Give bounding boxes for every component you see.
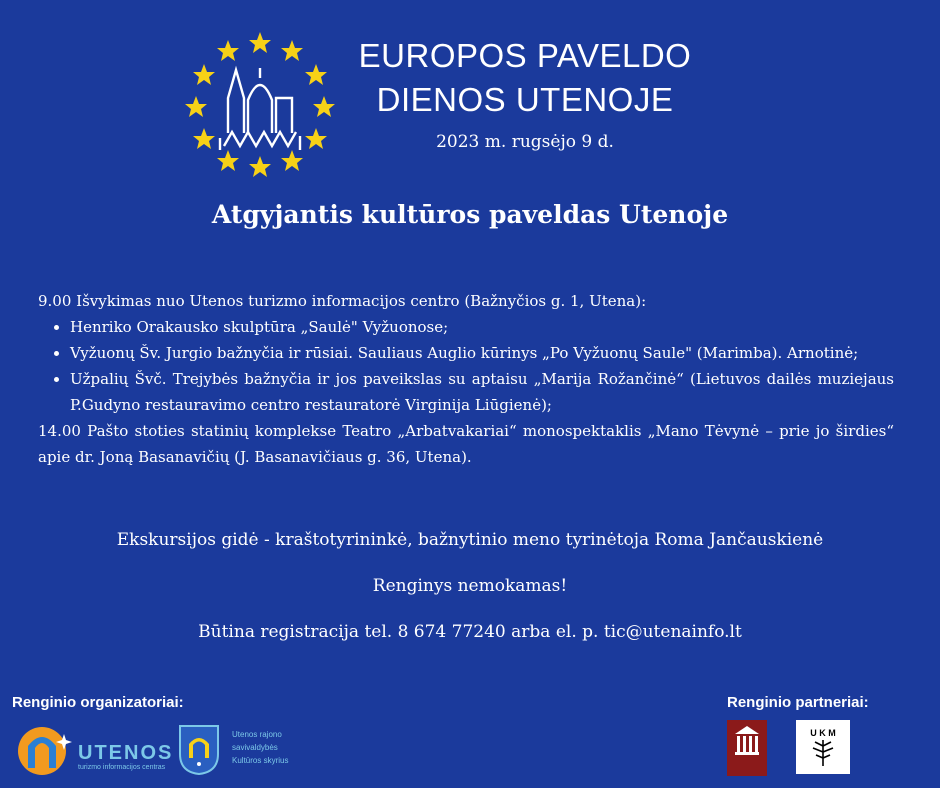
utenos-logo-subtext: turizmo informacijos centras <box>78 764 166 771</box>
program-section <box>38 288 894 470</box>
culture-department-logo <box>232 728 288 767</box>
utenos-logo-text: UTENOS <box>78 742 174 764</box>
program-item: • Vyžuonų Šv. Jurgio bažnyčia ir rūsiai. Sauliaus Auglio kūrinys „Po Vyžuonų Saule" (Marimba). Arnotinė; <box>70 340 894 366</box>
free-admission-note: Renginys nemokamas! <box>372 576 568 596</box>
program-item: • Henriko Orakausko skulptūra „Saulė" Vyžuonose; <box>70 314 894 340</box>
ukm-logo-text: U K M <box>810 728 836 738</box>
culture-line: Kultūros skyrius <box>232 756 289 765</box>
star-ring-icon <box>185 32 335 177</box>
partners-label: Renginio partneriai: <box>727 694 869 711</box>
heritage-days-logo <box>180 28 340 178</box>
event-title-line1: EUROPOS PAVELDO <box>358 37 692 74</box>
program-item: • Užpalių Švč. Trejybės bažnyčia ir jos paveikslas su aptaisu „Marija Rožančinė“ (Lietuvos dailės muziejaus P.Gudyno restauravimo centro restauratorė Virginija Liūgienė); <box>70 366 894 418</box>
event-title-line2: DIENOS UTENOJE <box>376 81 674 118</box>
ukm-tree-icon <box>796 720 850 774</box>
organizers-label: Renginio organizatoriai: <box>12 694 184 711</box>
church-outline-icon <box>220 68 300 150</box>
registration-info: Būtina registracija tel. 8 674 77240 arba el. p. tic@utenainfo.lt <box>198 622 742 642</box>
program-intro: 9.00 Išvykimas nuo Utenos turizmo informacijos centro (Bažnyčios g. 1, Utena): <box>38 292 647 310</box>
program-list <box>38 314 894 418</box>
event-date: 2023 m. rugsėjo 9 d. <box>436 132 614 152</box>
partner-museum-logo <box>727 720 767 776</box>
partner-ukm-logo <box>796 720 850 774</box>
program-closing: 14.00 Pašto stoties statinių komplekse Teatro „Arbatvakariai“ monospektaklis „Mano Tėvynė – prie jo širdies“ apie dr. Joną Basanavičių (J. Basanavičiaus g. 36, Utena). <box>38 422 894 466</box>
event-title <box>340 34 710 122</box>
event-subtitle: Atgyjantis kultūros paveldas Utenoje <box>211 200 729 229</box>
culture-line: Utenos rajono <box>232 730 282 739</box>
museum-building-icon <box>727 720 767 760</box>
culture-line: savivaldybės <box>232 743 278 752</box>
guide-info: Ekskursijos gidė - kraštotyrininkė, bažnytinio meno tyrinėtoja Roma Jančauskienė <box>116 530 824 550</box>
utena-coat-of-arms-icon <box>178 724 220 776</box>
